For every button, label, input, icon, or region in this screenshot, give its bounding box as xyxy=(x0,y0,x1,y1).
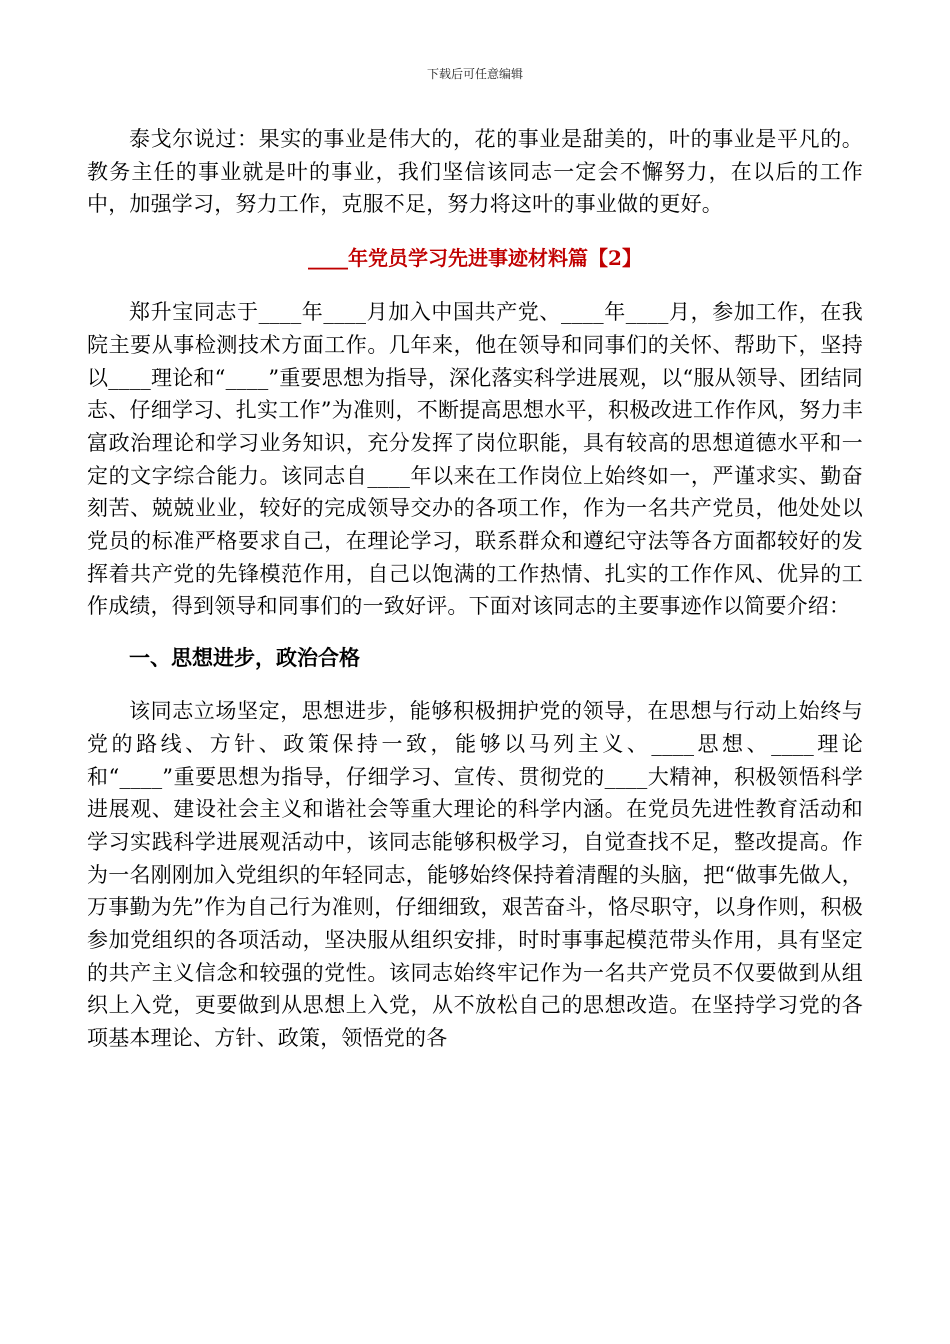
page-header: 下载后可任意编辑 xyxy=(426,67,523,81)
paragraph-profile: 郑升宝同志于____年____月加入中国共产党、____年____月，参加工作，在我院主要从事检测技术方面工作。几年来，他在领导和同事们的关怀、帮助下，坚持以____理论和“____”重要思想为指导，深化落实科学进展观，以“服从领导、团结同志、仔细学习、扎实工作”为准则，不断提高思想水平，积极改进工作作风，努力丰富政治理论和学习业务知识，充分发挥了岗位职能，具有较高的思想道德水平和一定的文字综合能力。该同志自____年以来在工作岗位上始终如一，严谨求实、勤奋刻苦、兢兢业业，较好的完成领导交办的各项工作，作为一名共产党员，他处处以党员的标准严格要求自己，在理论学习，联系群众和遵纪守法等各方面都较好的发挥着共产党的先锋模范作用，自己以饱满的工作热情、扎实的工作作风、优异的工作成绩，得到领导和同事们的一致好评。下面对该同志的主要事迹作以简要介绍： xyxy=(87,300,863,619)
document-body xyxy=(87,123,863,1055)
paragraph-intro: 泰戈尔说过：果实的事业是伟大的，花的事业是甜美的，叶的事业是平凡的。教务主任的事业就是叶的事业，我们坚信该同志一定会不懈努力，在以后的工作中，加强学习，努力工作，克服不足，努力将这叶的事业做的更好。 xyxy=(87,127,863,217)
section-title: ____年党员学习先进事迹材料篇【2】 xyxy=(308,246,642,271)
subheading-thought-progress: 一、思想进步，政治合格 xyxy=(129,645,360,671)
paragraph-thought-progress: 该同志立场坚定，思想进步，能够积极拥护党的领导，在思想与行动上始终与党的路线、方针、政策保持一致，能够以马列主义、____思想、____理论和“____”重要思想为指导，仔细学习、宣传、贯彻党的____大精神，积极领悟科学进展观、建设社会主义和谐社会等重大理论的科学内涵。在党员先进性教育活动和学习实践科学进展观活动中，该同志能够积极学习，自觉查找不足，整改提高。作为一名刚刚加入党组织的年轻同志，能够始终保持着清醒的头脑，把“做事先做人，万事勤为先”作为自己行为准则，仔细细致，艰苦奋斗，恪尽职守，以身作则，积极参加党组织的各项活动，坚决服从组织安排，时时事事起模范带头作用，具有坚定的共产主义信念和较强的党性。该同志始终牢记作为一名共产党员不仅要做到从组织上入党，更要做到从思想上入党，从不放松自己的思想改造。在坚持学习党的各项基本理论、方针、政策，领悟党的各 xyxy=(87,699,863,1051)
